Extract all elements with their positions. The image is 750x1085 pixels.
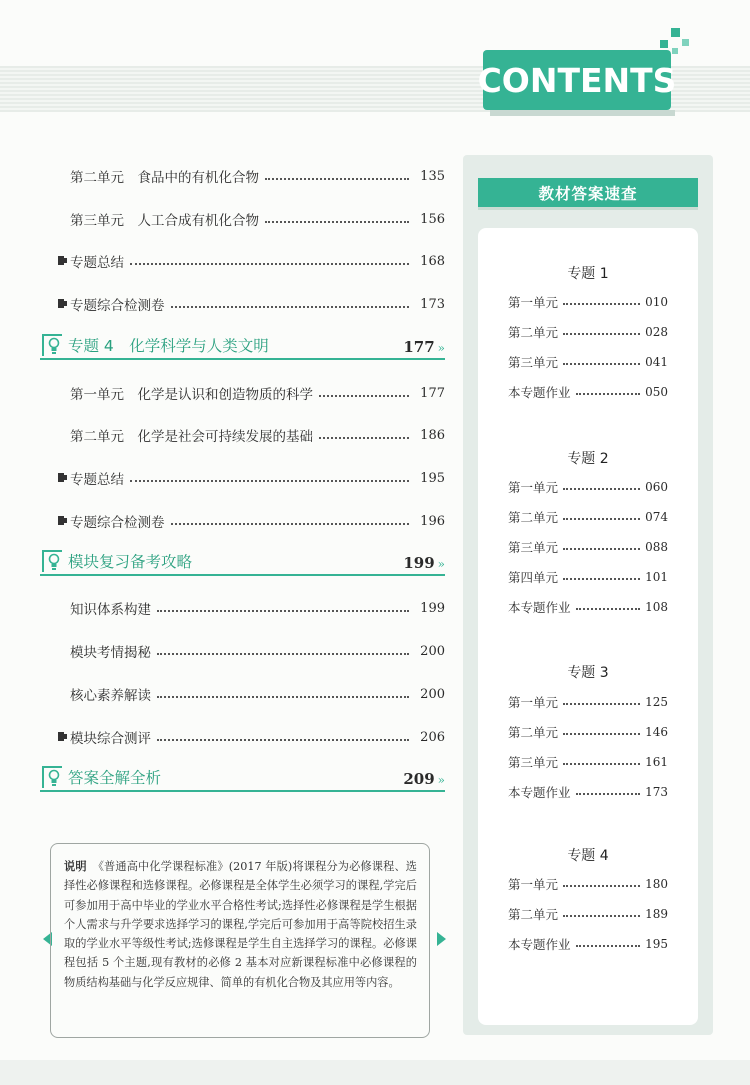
- toc-row[interactable]: [40, 161, 445, 191]
- answer-row-label: 第二单元: [508, 510, 559, 525]
- toc-row-label: 第二单元 化学是社会可持续发展的基础: [70, 429, 313, 445]
- dot-leader: [563, 578, 640, 580]
- dot-leader: [576, 945, 641, 947]
- double-chevron-icon: »: [437, 341, 445, 355]
- toc-row-label: 第三单元 人工合成有机化合物: [70, 213, 259, 229]
- deco-square: [682, 39, 689, 46]
- toc-row-page: 196: [420, 513, 445, 529]
- toc-topic-label: 专题 4 化学科学与人类文明: [68, 337, 269, 355]
- dot-leader: [157, 653, 409, 655]
- answer-row[interactable]: [508, 597, 668, 617]
- double-chevron-icon: »: [437, 773, 445, 787]
- toc-row-label: 核心素养解读: [70, 688, 151, 704]
- answer-group-title: 专题 2: [567, 451, 609, 467]
- toc-row-page: 186: [420, 427, 445, 443]
- answer-group-title: 专题 1: [567, 266, 609, 282]
- lightbulb-icon: [42, 550, 62, 572]
- toc-topic-label: 模块复习备考攻略: [68, 553, 193, 571]
- answer-row-label: 第二单元: [508, 325, 559, 340]
- answer-row[interactable]: [508, 904, 668, 924]
- dot-leader: [563, 548, 640, 550]
- dot-leader: [171, 306, 410, 308]
- deco-square: [672, 48, 678, 54]
- lightbulb-icon: [42, 334, 62, 356]
- answer-row[interactable]: [508, 537, 668, 557]
- note-title: 说明: [64, 860, 87, 873]
- dot-leader: [157, 739, 409, 741]
- dot-leader: [576, 608, 641, 610]
- answer-row-page: 060: [645, 480, 668, 494]
- toc-row[interactable]: [40, 506, 445, 536]
- toc-row[interactable]: [40, 593, 445, 623]
- bottom-band: [0, 1060, 750, 1085]
- answer-row-label: 第一单元: [508, 877, 559, 892]
- answer-row-label: 第三单元: [508, 355, 559, 370]
- triangle-right-icon: [437, 932, 446, 946]
- answer-row-label: 本专题作业: [508, 385, 571, 400]
- toc-row[interactable]: [40, 463, 445, 493]
- answer-row-label: 第一单元: [508, 480, 559, 495]
- answer-row-label: 第一单元: [508, 695, 559, 710]
- answer-row[interactable]: [508, 292, 668, 312]
- toc-row[interactable]: [40, 636, 445, 666]
- dot-leader: [563, 518, 640, 520]
- toc-row[interactable]: [40, 420, 445, 450]
- dot-leader: [157, 610, 409, 612]
- dot-leader: [563, 915, 640, 917]
- toc-row-page: 195: [420, 470, 445, 486]
- toc-row-page: 156: [420, 211, 445, 227]
- bullet-icon: [58, 299, 67, 308]
- answer-row-page: 195: [645, 937, 668, 951]
- bullet-icon: [58, 473, 67, 482]
- answer-header-underline: [478, 207, 698, 210]
- answer-row[interactable]: [508, 322, 668, 342]
- answer-row-page: 041: [645, 355, 668, 369]
- dot-leader: [265, 178, 409, 180]
- dot-leader: [563, 488, 640, 490]
- toc-row-page: 199: [420, 600, 445, 616]
- bullet-icon: [58, 732, 67, 741]
- answer-row-label: 第四单元: [508, 570, 559, 585]
- toc-row[interactable]: [40, 204, 445, 234]
- answer-row-page: 189: [645, 907, 668, 921]
- toc-row-page: 200: [420, 686, 445, 702]
- answer-row-page: 088: [645, 540, 668, 554]
- toc-row-page: 168: [420, 253, 445, 269]
- contents-title: CONTENTS: [483, 50, 671, 110]
- dot-leader: [563, 363, 640, 365]
- toc-topic[interactable]: [40, 336, 445, 360]
- toc-row-label: 第二单元 食品中的有机化合物: [70, 170, 259, 186]
- deco-square: [660, 40, 668, 48]
- dot-leader: [130, 480, 409, 482]
- answer-row-label: 第二单元: [508, 907, 559, 922]
- dot-leader: [265, 221, 409, 223]
- toc-row[interactable]: [40, 378, 445, 408]
- answer-row-page: 108: [645, 600, 668, 614]
- toc-topic-label: 答案全解全析: [68, 769, 162, 787]
- answer-row-label: 第一单元: [508, 295, 559, 310]
- dot-leader: [319, 395, 409, 397]
- toc-row-page: 200: [420, 643, 445, 659]
- answer-row[interactable]: [508, 934, 668, 954]
- toc-topic-page: 199: [403, 554, 435, 572]
- answer-row[interactable]: [508, 382, 668, 402]
- dot-leader: [563, 703, 640, 705]
- answer-row-page: 173: [645, 785, 668, 799]
- answer-row[interactable]: [508, 722, 668, 742]
- answer-group-title: 专题 3: [567, 665, 609, 681]
- toc-row-label: 专题总结: [70, 255, 124, 271]
- answer-row-label: 本专题作业: [508, 937, 571, 952]
- lightbulb-icon: [42, 766, 62, 788]
- dot-leader: [157, 696, 409, 698]
- answer-row[interactable]: [508, 477, 668, 497]
- note-box: [50, 843, 430, 1038]
- toc-row[interactable]: [40, 722, 445, 752]
- dot-leader: [563, 333, 640, 335]
- answer-row-label: 本专题作业: [508, 785, 571, 800]
- toc-row[interactable]: [40, 289, 445, 319]
- answer-row-label: 本专题作业: [508, 600, 571, 615]
- dot-leader: [319, 437, 409, 439]
- bullet-icon: [58, 516, 67, 525]
- toc-row-label: 知识体系构建: [70, 602, 151, 618]
- answer-row-page: 180: [645, 877, 668, 891]
- toc-topic-page: 177: [403, 338, 435, 356]
- answer-row-page: 074: [645, 510, 668, 524]
- toc-row-page: 173: [420, 296, 445, 312]
- dot-leader: [563, 763, 640, 765]
- toc-row-label: 专题综合检测卷: [70, 298, 165, 314]
- answer-row-label: 第三单元: [508, 755, 559, 770]
- answer-row-page: 010: [645, 295, 668, 309]
- answer-row-page: 028: [645, 325, 668, 339]
- answer-row[interactable]: [508, 874, 668, 894]
- toc-row-label: 第一单元 化学是认识和创造物质的科学: [70, 387, 313, 403]
- toc-row-label: 专题综合检测卷: [70, 515, 165, 531]
- toc-row-page: 177: [420, 385, 445, 401]
- answer-row-label: 第二单元: [508, 725, 559, 740]
- dot-leader: [563, 733, 640, 735]
- answer-row-page: 101: [645, 570, 668, 584]
- answer-row[interactable]: [508, 507, 668, 527]
- contents-shadow: [490, 110, 675, 116]
- bullet-icon: [58, 256, 67, 265]
- dot-leader: [576, 793, 641, 795]
- answer-panel-title: 教材答案速查: [478, 178, 698, 207]
- dot-leader: [171, 523, 410, 525]
- answer-row-page: 146: [645, 725, 668, 739]
- answer-row[interactable]: [508, 352, 668, 372]
- dot-leader: [563, 303, 640, 305]
- answer-row[interactable]: [508, 692, 668, 712]
- answer-row[interactable]: [508, 752, 668, 772]
- answer-row[interactable]: [508, 782, 668, 802]
- note-text: 《普通高中化学课程标准》(2017 年版)将课程分为必修课程、选择性必修课程和选修课程。必修课程是全体学生必须学习的课程,学完后可参加用于高中毕业的学业水平合格性考试;选择性必修课程是学生根据个人需求与升学要求选择学习的课程,学完后可参加用于高等院校招生录取的学业水平等级性考试;选修课程是学生自主选择学习的课程。必修课程包括 5 个主题,现有教材的必修 2 基本对应新课程标准中必修课程的物质结构基础与化学反应规律、简单的有机化合物及其应用等内容。: [64, 860, 417, 989]
- answer-row-page: 161: [645, 755, 668, 769]
- toc-row-page: 135: [420, 168, 445, 184]
- toc-row-label: 专题总结: [70, 472, 124, 488]
- toc-row-page: 206: [420, 729, 445, 745]
- toc-row[interactable]: [40, 246, 445, 276]
- double-chevron-icon: »: [437, 557, 445, 571]
- toc-topic[interactable]: [40, 552, 445, 576]
- toc-topic-page: 209: [403, 770, 435, 788]
- answer-row-page: 050: [645, 385, 668, 399]
- toc-row-label: 模块综合测评: [70, 731, 151, 747]
- deco-square: [671, 28, 680, 37]
- answer-row-page: 125: [645, 695, 668, 709]
- answer-group-title: 专题 4: [567, 848, 609, 864]
- toc-topic[interactable]: [40, 768, 445, 792]
- dot-leader: [576, 393, 641, 395]
- toc-row[interactable]: [40, 679, 445, 709]
- answer-row[interactable]: [508, 567, 668, 587]
- dot-leader: [130, 263, 409, 265]
- toc-row-label: 模块考情揭秘: [70, 645, 151, 661]
- answer-row-label: 第三单元: [508, 540, 559, 555]
- dot-leader: [563, 885, 640, 887]
